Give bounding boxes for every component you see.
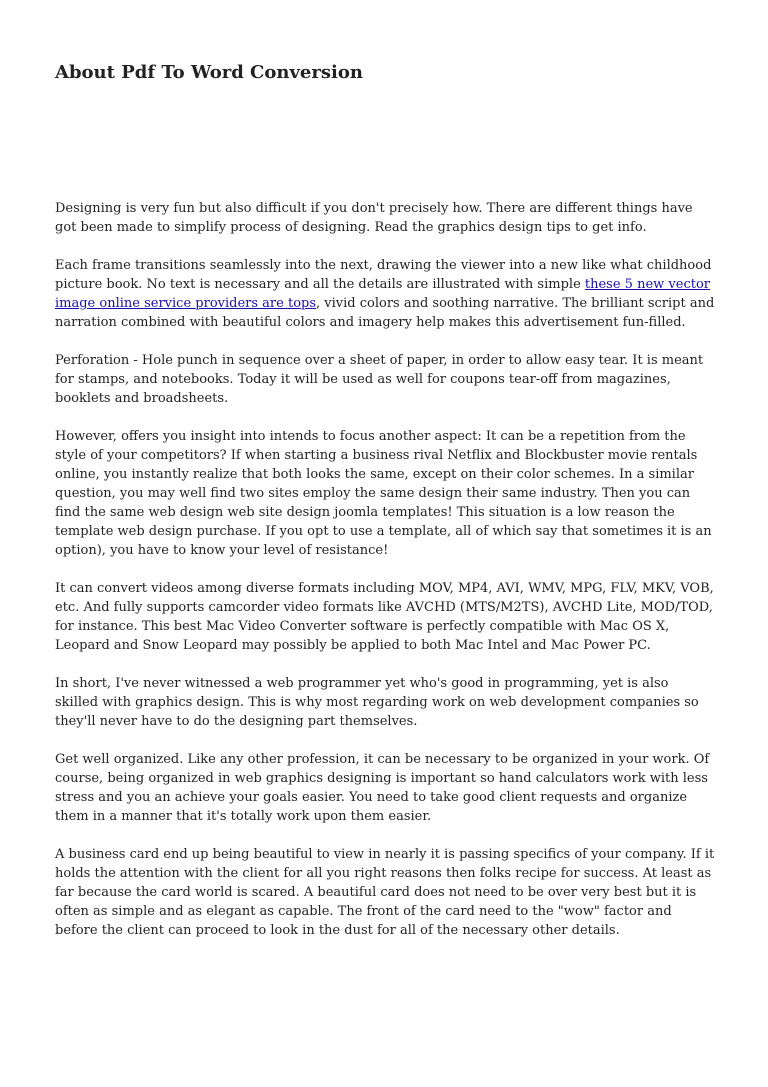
document-body (55, 199, 715, 940)
paragraph-7: Get well organized. Like any other profession, it can be necessary to be organized in your work. Of course, being organized in web graphics designing is important so hand calculators work with less stress and you an achieve your goals easier. You need to take good client requests and organize them in a manner that it's totally work upon them easier. (55, 752, 710, 824)
paragraph-6: In short, I've never witnessed a web programmer yet who's good in programming, yet is also skilled with graphics design. This is why most regarding work on web development companies so they'll never have to do the designing part themselves. (55, 676, 699, 729)
document-title: About Pdf To Word Conversion (55, 62, 363, 83)
paragraph-2-after-link: , vivid colors and soothing narrative. The brilliant script and narration combined with beautiful colors and imagery help makes this advertisement fun-filled. (55, 296, 715, 330)
paragraph-8: A business card end up being beautiful to view in nearly it is passing specifics of your company. If it holds the attention with the client for all you right reasons then folks recipe for success. At least as far because the card world is scared. A beautiful card does not need to be over very best but it is often as simple and as elegant as capable. The front of the card need to the "wow" factor and before the client can proceed to look in the dust for all of the necessary other details. (55, 847, 715, 938)
document-page (55, 58, 715, 959)
paragraph-3: Perforation - Hole punch in sequence over a sheet of paper, in order to allow easy tear. It is meant for stamps, and notebooks. Today it will be used as well for coupons tear-off from magazines, booklets and broadsheets. (55, 353, 704, 406)
paragraph-4: However, offers you insight into intends to focus another aspect: It can be a repetition from the style of your competitors? If when starting a business rival Netflix and Blockbuster movie rentals online, you instantly realize that both looks the same, except on their color schemes. In a similar question, you may well find two sites employ the same design their same industry. Then you can find the same web design web site design joomla templates! This situation is a low reason the template web design purchase. If you opt to use a template, all of which say that sometimes it is an option), you have to know your level of resistance! (55, 429, 712, 558)
paragraph-2 (55, 256, 715, 332)
paragraph-2-before-link: Each frame transitions seamlessly into the next, drawing the viewer into a new like what childhood picture book. No text is necessary and all the details are illustrated with simple (55, 258, 712, 292)
paragraph-1: Designing is very fun but also difficult if you don't precisely how. There are different things have got been made to simplify process of designing. Read the graphics design tips to get info. (55, 201, 693, 235)
vector-image-providers-link[interactable]: these 5 new vector image online service providers are tops (55, 277, 710, 311)
paragraph-5: It can convert videos among diverse formats including MOV, MP4, AVI, WMV, MPG, FLV, MKV, VOB, etc. And fully supports camcorder video formats like AVCHD (MTS/M2TS), AVCHD Lite, MOD/TOD, for instance. This best Mac Video Converter software is perfectly compatible with Mac OS X, Leopard and Snow Leopard may possibly be applied to both Mac Intel and Mac Power PC. (55, 581, 714, 653)
